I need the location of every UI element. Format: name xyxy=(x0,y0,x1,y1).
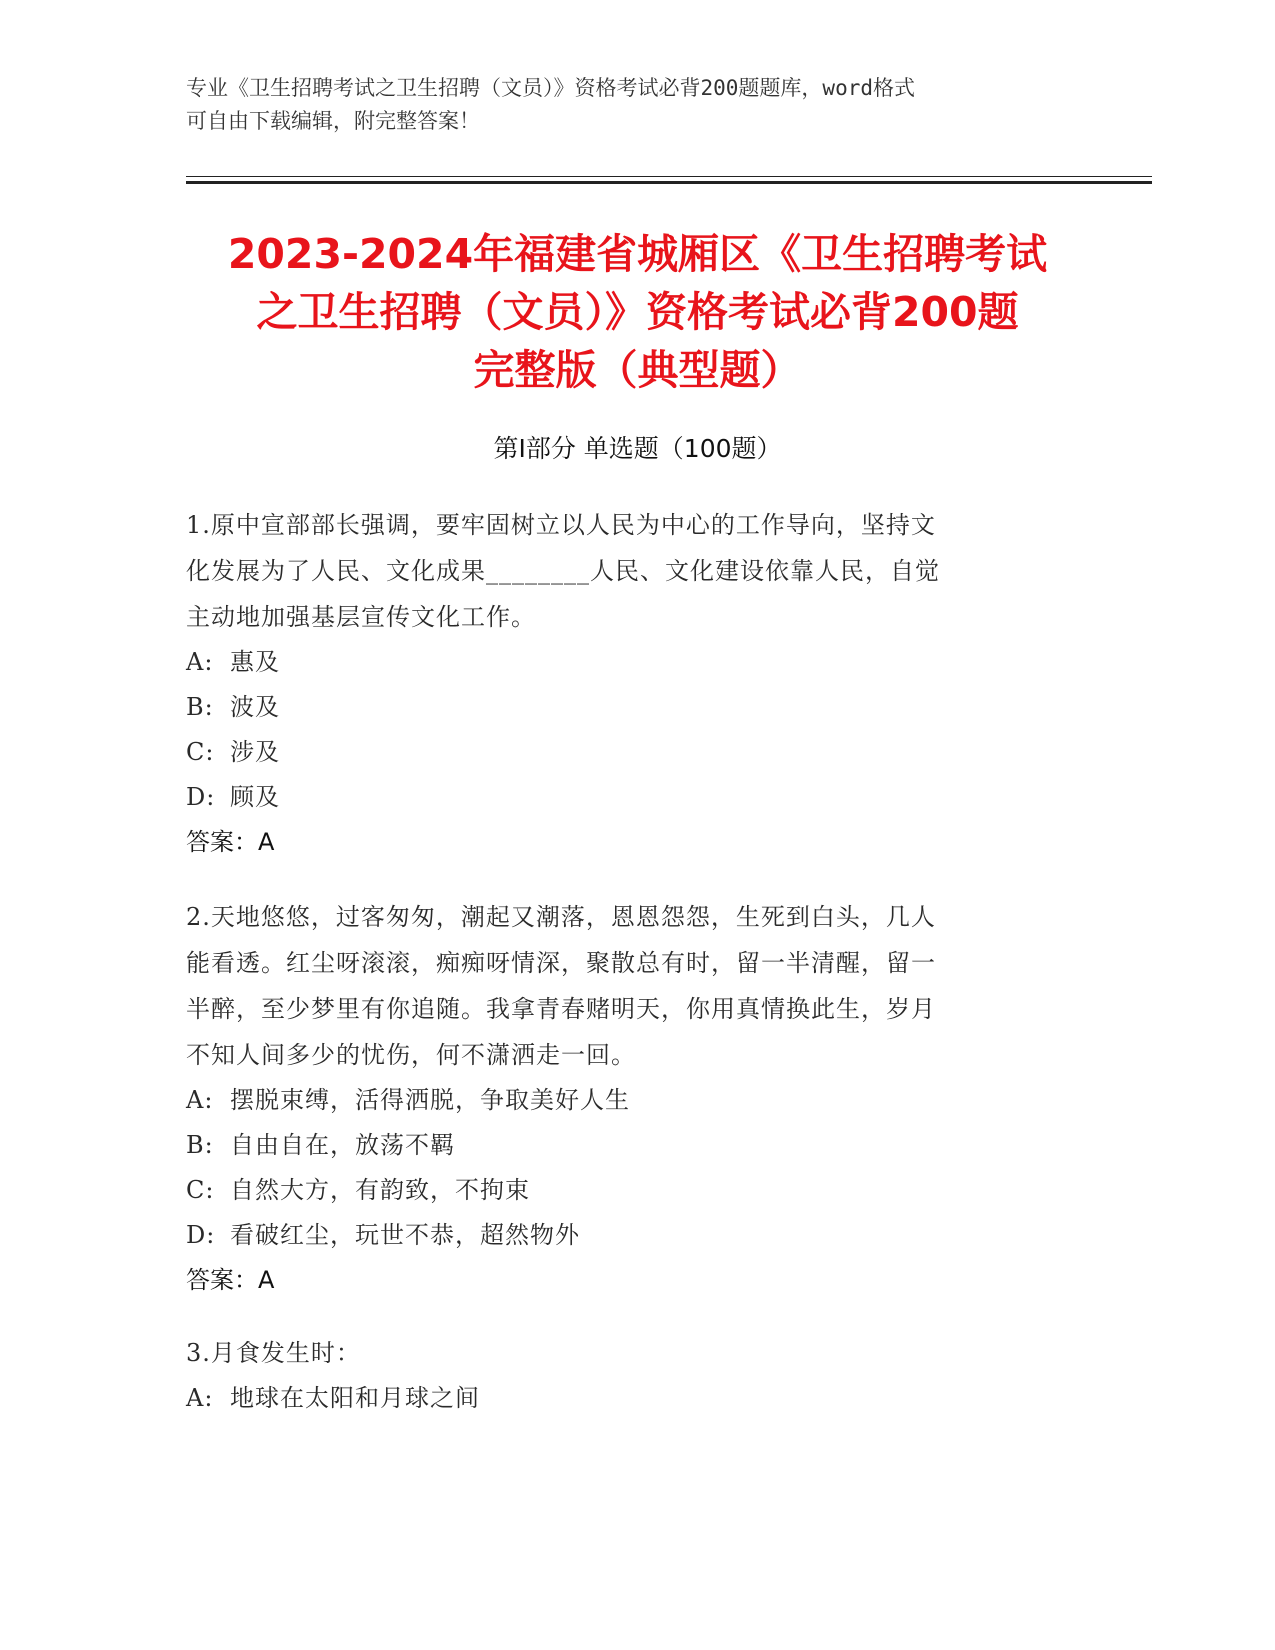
stem-line: 1.原中宣部部长强调，要牢固树立以人民为中心的工作导向，坚持文 xyxy=(186,511,936,539)
option-key: A: xyxy=(186,648,214,676)
document-title xyxy=(150,225,1125,399)
option-text: 自然大方，有韵致，不拘束 xyxy=(230,1176,530,1204)
stem-line: 能看透。红尘呀滚滚，痴痴呀情深，聚散总有时，留一半清醒，留一 xyxy=(186,949,936,977)
option-key: B: xyxy=(186,1131,214,1159)
header-line-2: 可自由下载编辑，附完整答案！ xyxy=(186,109,480,133)
stem-line: 半醉，至少梦里有你追随。我拿青春赌明天，你用真情换此生，岁月 xyxy=(186,995,936,1023)
option-key: A: xyxy=(186,1384,214,1412)
title-line-3: 完整版（典型题） xyxy=(473,346,802,394)
option-c xyxy=(186,730,1066,775)
answer-label: 答案：A xyxy=(186,828,275,856)
title-line-1: 2023-2024年福建省城厢区《卫生招聘考试 xyxy=(227,230,1048,278)
option-key: C: xyxy=(186,738,215,766)
option-text: 顾及 xyxy=(230,783,280,811)
option-key: A: xyxy=(186,1086,214,1114)
stem-line: 化发展为了人民、文化成果________人民、文化建设依靠人民，自觉 xyxy=(186,557,940,585)
question-3 xyxy=(186,1330,1066,1421)
stem-line: 2.天地悠悠，过客匆匆，潮起又潮落，恩恩怨怨，生死到白头，几人 xyxy=(186,903,936,931)
header-line-1: 专业《卫生招聘考试之卫生招聘（文员）》资格考试必背200题题库，word格式 xyxy=(186,76,915,100)
question-stem xyxy=(186,1330,1066,1376)
header-divider-thin xyxy=(186,176,1152,177)
stem-line: 主动地加强基层宣传文化工作。 xyxy=(186,603,536,631)
stem-line: 3.月食发生时： xyxy=(186,1339,361,1367)
option-key: C: xyxy=(186,1176,215,1204)
question-2 xyxy=(186,894,1066,1303)
option-a xyxy=(186,640,1066,685)
option-text: 地球在太阳和月球之间 xyxy=(230,1384,480,1412)
question-1 xyxy=(186,502,1066,865)
question-stem xyxy=(186,894,1066,1078)
option-a xyxy=(186,1078,1066,1123)
option-text: 涉及 xyxy=(230,738,280,766)
option-text: 看破红尘，玩世不恭，超然物外 xyxy=(230,1221,580,1249)
option-b xyxy=(186,685,1066,730)
header-note xyxy=(186,72,1066,138)
option-text: 自由自在，放荡不羁 xyxy=(230,1131,455,1159)
option-c xyxy=(186,1168,1066,1213)
option-text: 波及 xyxy=(230,693,280,721)
option-d xyxy=(186,1213,1066,1258)
title-line-2: 之卫生招聘（文员）》资格考试必背200题 xyxy=(256,288,1019,336)
option-d xyxy=(186,775,1066,820)
stem-line: 不知人间多少的忧伤，何不潇洒走一回。 xyxy=(186,1041,636,1069)
option-text: 摆脱束缚，活得洒脱，争取美好人生 xyxy=(230,1086,630,1114)
option-b xyxy=(186,1123,1066,1168)
section-heading: 第Ⅰ部分 单选题（100题） xyxy=(493,434,782,463)
option-key: D: xyxy=(186,1221,216,1249)
question-stem xyxy=(186,502,1066,640)
option-key: D: xyxy=(186,783,216,811)
option-key: B: xyxy=(186,693,214,721)
answer-label: 答案：A xyxy=(186,1266,275,1294)
option-text: 惠及 xyxy=(230,648,280,676)
option-a xyxy=(186,1376,1066,1421)
header-divider-thick xyxy=(186,181,1152,184)
